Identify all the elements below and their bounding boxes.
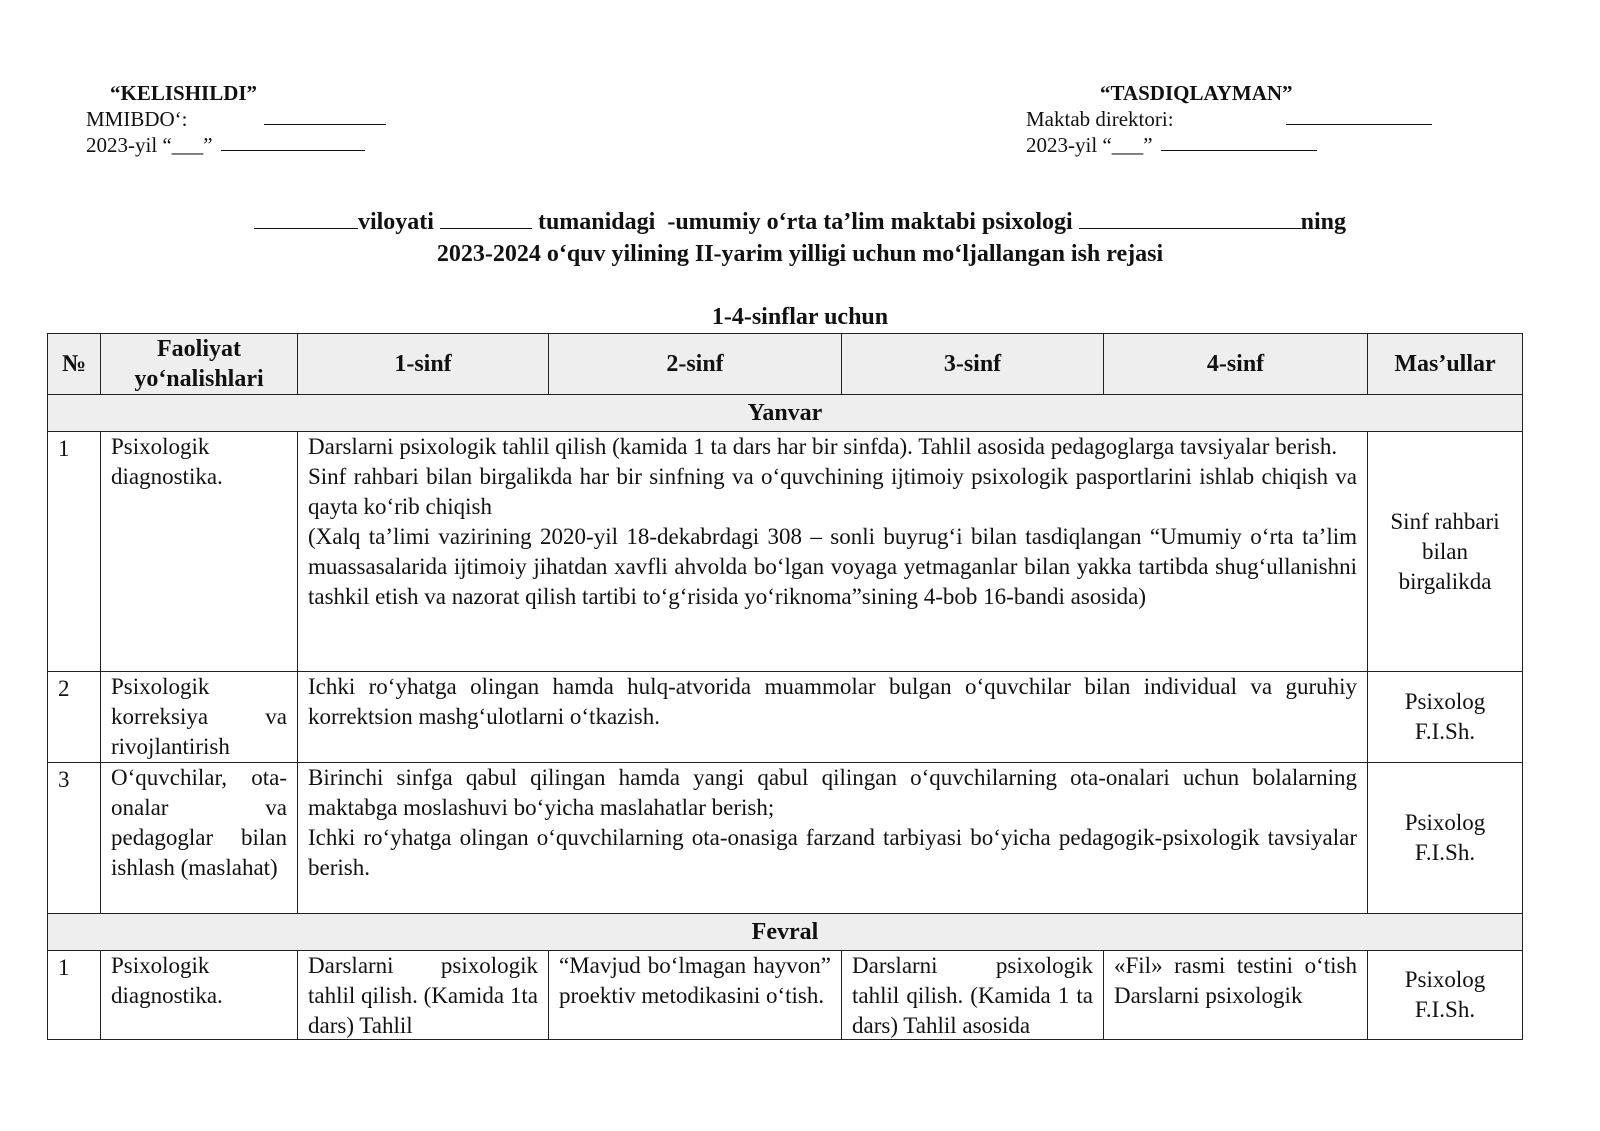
- row-responsible: Psixolog F.I.Sh.: [1368, 763, 1523, 914]
- title-school-text: -umumiy o‘rta ta’lim maktabi psixologi: [667, 209, 1073, 235]
- grade-1-activity-text: Darslarni psixologik tahlil qilish. (Kamida 1ta dars) Tahlil: [308, 953, 538, 1038]
- work-plan-table: [47, 333, 1523, 1040]
- district-blank: [440, 206, 532, 229]
- agreed-date-blank: [221, 132, 365, 151]
- agreed-line-2: [86, 132, 426, 158]
- grade-4-activity: [1104, 951, 1368, 1040]
- document-title: [0, 206, 1600, 270]
- row-activity: [298, 763, 1368, 914]
- region-blank: [254, 206, 358, 229]
- section-title: 1-4-sinflar uchun: [711, 304, 889, 330]
- agreed-date-label: 2023-yil “___”: [86, 133, 213, 157]
- month-row-february: [48, 914, 1523, 951]
- row-activity: [298, 672, 1368, 763]
- agreed-line-1-label: MMIBDO‘:: [86, 107, 188, 131]
- row-direction: O‘quvchilar, ota-onalar va pedagoglar bilan ishlash (maslahat): [101, 763, 298, 914]
- grade-4-activity-text: «Fil» rasmi testini o‘tish Darslarni psixologik: [1114, 953, 1357, 1008]
- activity-paragraph: Darslarni psixologik tahlil qilish (kamida 1 ta dars har bir sinfda). Tahlil asosida pedagoglarga tavsiyalar berish.: [308, 434, 1338, 459]
- grade-2-activity: [549, 951, 842, 1040]
- agreed-block: [86, 80, 426, 158]
- title-region-word: viloyati: [357, 209, 434, 235]
- row-responsible: Psixolog F.I.Sh.: [1368, 672, 1523, 763]
- table-row: [48, 672, 1523, 763]
- col-header-grade-2: 2-sinf: [549, 334, 842, 395]
- row-number: 2: [48, 672, 101, 763]
- row-responsible: Psixolog F.I.Sh.: [1368, 951, 1523, 1040]
- col-header-number: №: [48, 334, 101, 395]
- row-number: 3: [48, 763, 101, 914]
- title-district-word: tumanidagi: [537, 209, 656, 235]
- table-row: [48, 432, 1523, 672]
- table-header-row: [48, 334, 1523, 395]
- row-number: 1: [48, 951, 101, 1040]
- agreed-line-1: [86, 106, 426, 132]
- activity-paragraph: (Xalq ta’limi vazirining 2020-yil 18-dekabrdagi 308 – sonli buyrug‘i bilan tasdiqlangan “Umumiy o‘rta ta’lim muassasalarida ijtimoiy jihatdan xavfli ahvolda bo‘lgan voyaga yetmaganlar bilan yakka tartibda shug‘ullanishni tashkil etish va nazorat qilish tartibi to‘g‘risida yo‘riknoma”sining 4-bob 16-bandi asosida): [308, 524, 1357, 609]
- grade-1-activity: [298, 951, 549, 1040]
- row-activity: [298, 432, 1368, 672]
- approve-block: [1026, 80, 1466, 158]
- col-header-grade-4: 4-sinf: [1104, 334, 1368, 395]
- row-direction: Psixologik diagnostika.: [101, 432, 298, 672]
- col-header-grade-3: 3-sinf: [842, 334, 1104, 395]
- approve-signature-blank: [1286, 106, 1432, 125]
- activity-paragraph: Ichki ro‘yhatga olingan o‘quvchilarning ota-onasiga farzand tarbiyasi bo‘yicha pedagogik-psixologik tavsiyalar berish.: [308, 825, 1357, 880]
- document-title-line-1: [0, 206, 1600, 238]
- activity-paragraph: Birinchi sinfga qabul qilingan hamda yangi qabul qilingan o‘quvchilarning ota-onalari uchun bolalarning maktabga moslashuvi bo‘yicha maslahatlar berish;: [308, 765, 1357, 820]
- title-suffix: ning: [1300, 209, 1347, 235]
- activity-paragraph: Ichki ro‘yhatga olingan hamda hulq-atvorida muammolar bulgan o‘quvchilar bilan individual va guruhiy korrektsion mashg‘ulotlarni o‘tkazish.: [308, 674, 1357, 729]
- month-label-january: Yanvar: [48, 395, 1523, 432]
- approve-title: “TASDIQLAYMAN”: [1100, 81, 1293, 105]
- grade-3-activity-text: Darslarni psixologik tahlil qilish. (Kamida 1 ta dars) Tahlil asosida: [852, 953, 1093, 1038]
- month-label-february: Fevral: [48, 914, 1523, 951]
- row-direction: Psixologik diagnostika.: [101, 951, 298, 1040]
- row-number: 1: [48, 432, 101, 672]
- grade-2-activity-text: “Mavjud bo‘lmagan hayvon” proektiv metodikasini o‘tish.: [559, 953, 831, 1008]
- approve-line-1: [1026, 106, 1466, 132]
- col-header-grade-1: 1-sinf: [298, 334, 549, 395]
- row-direction: Psixologik korreksiya va rivojlantirish: [101, 672, 298, 763]
- table-row: [48, 763, 1523, 914]
- col-header-responsible: Mas’ullar: [1368, 334, 1523, 395]
- agreed-title: “KELISHILDI”: [110, 81, 258, 105]
- grade-3-activity: [842, 951, 1104, 1040]
- agreed-signature-blank: [264, 106, 386, 125]
- approve-line-1-label: Maktab direktori:: [1026, 107, 1174, 131]
- document-title-line-2: 2023-2024 o‘quv yilining II-yarim yilligi uchun mo‘ljallangan ish rejasi: [436, 241, 1164, 267]
- approve-line-2: [1026, 132, 1466, 158]
- approve-date-label: 2023-yil “___”: [1026, 133, 1153, 157]
- month-row-january: [48, 395, 1523, 432]
- table-row: [48, 951, 1523, 1040]
- activity-paragraph: Sinf rahbari bilan birgalikda har bir sinfning va o‘quvchining ijtimoiy psixologik pasportlarini ishlab chiqish va qayta ko‘rib chiqish: [308, 464, 1357, 519]
- approve-date-blank: [1161, 132, 1317, 151]
- row-responsible: Sinf rahbari bilan birgalikda: [1368, 432, 1523, 672]
- col-header-direction: Faoliyat yo‘nalishlari: [101, 334, 298, 395]
- psychologist-name-blank: [1079, 206, 1301, 229]
